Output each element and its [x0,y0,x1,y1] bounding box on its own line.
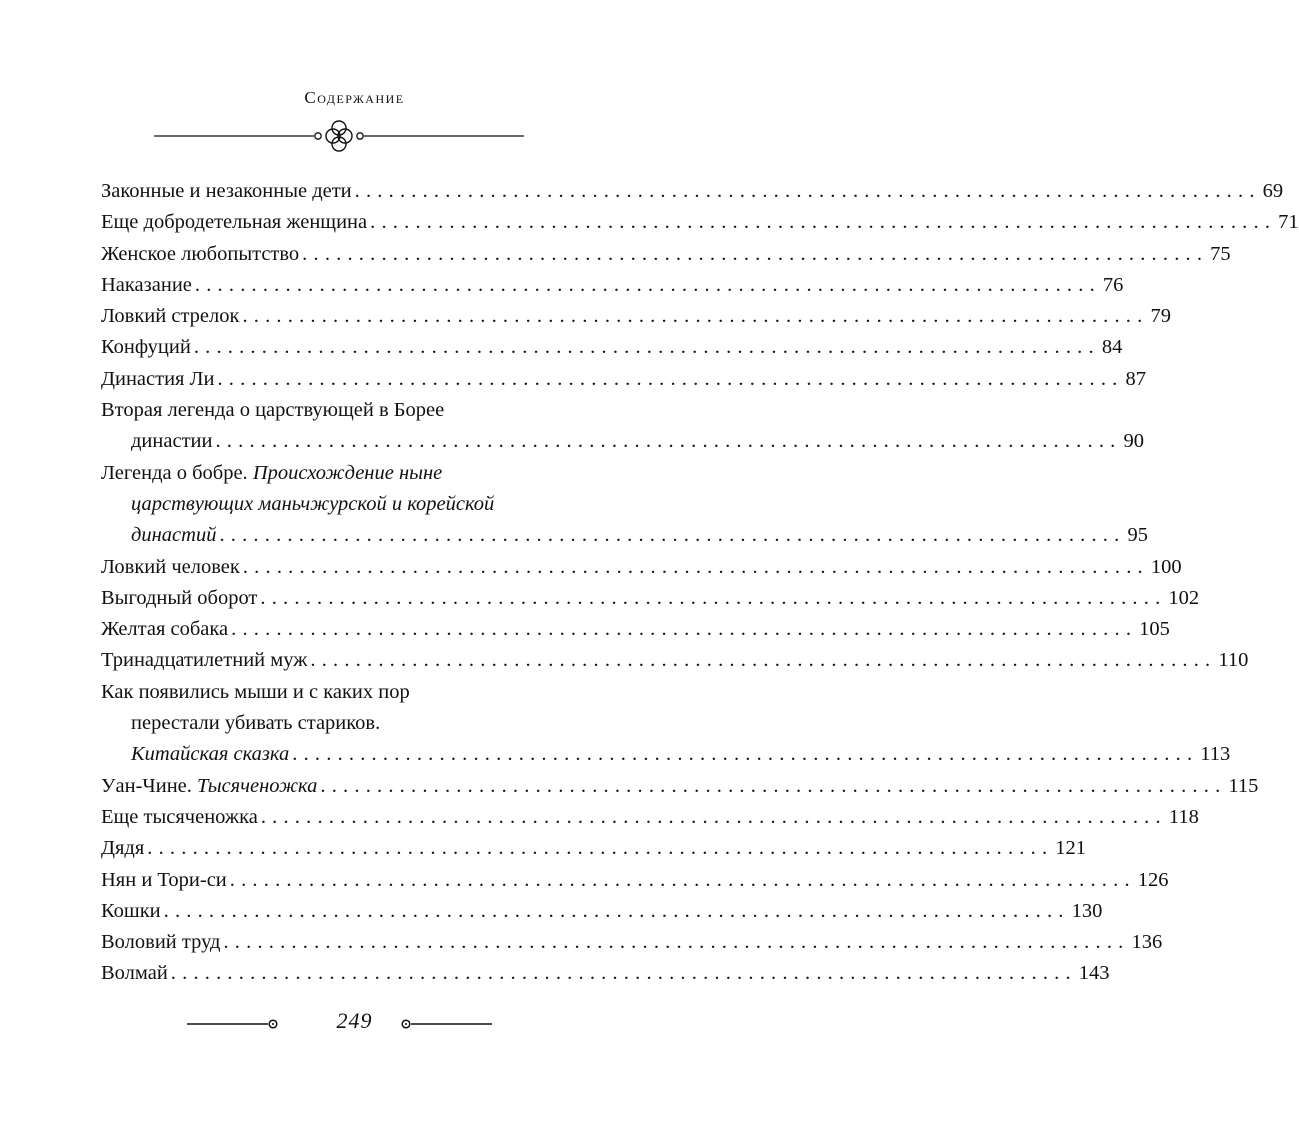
toc-entry-leader-line [101,958,1110,989]
toc-entry-title-regular: Конфуций [101,336,191,359]
toc-entry-leader-line [101,896,1103,927]
dot-leader: ................................................................................ [260,805,1167,828]
toc-entry-leader-line [101,301,1171,332]
toc-entry-title [101,958,171,989]
toc-entry-title [101,332,194,363]
dot-leader: ................................................................................ [292,743,1199,766]
toc-entry [101,207,1299,238]
toc-entry [101,301,1171,332]
dot-leader: ................................................................................ [170,962,1077,985]
toc-entry [101,364,1146,395]
toc-entry [101,771,1259,802]
dot-leader: ................................................................................ [231,618,1138,641]
toc-entry-leader-line [101,927,1163,958]
toc-entry-title [101,176,355,207]
toc-entry-title [131,520,219,551]
toc-entry [101,645,1249,676]
dot-leader: ................................................................................ [215,430,1122,453]
toc-entry [101,833,1087,864]
toc-entry-title [101,207,370,238]
toc-entry-leader-line [101,583,1200,614]
toc-entry-leader-line [101,207,1299,238]
toc-entry-leader-line [101,426,1144,457]
toc-entry-title [101,583,260,614]
toc-entry-title-regular: Уан-Чине. [101,774,198,797]
toc-entry-page-number: 100 [1150,555,1182,578]
page-footer [0,1004,709,1044]
toc-entry-leader-line [101,270,1124,301]
toc-entry-leader-line [101,865,1169,896]
toc-entry-title-italic: Китайская сказка [131,743,290,766]
toc-entry-line [101,395,575,426]
toc-entry-title [101,552,243,583]
toc-entry-title-regular: Нян и Тори-си [101,868,227,891]
toc-entry [101,176,1284,207]
toc-entry-page-number: 115 [1228,774,1259,797]
toc-entry-leader-line [101,739,1231,770]
toc-entry-line [101,489,575,520]
dot-leader: ................................................................................ [194,273,1101,296]
toc-entry [101,239,1231,270]
toc-entry-leader-line [101,520,1148,551]
toc-entry-title [101,301,242,332]
toc-entry-title-regular: Ловкий стрелок [101,305,240,328]
toc-entry-title [131,426,215,457]
toc-entry-line [101,458,575,489]
toc-entry [101,865,1169,896]
toc-entry-title [101,364,217,395]
dot-leader: ................................................................................ [163,899,1070,922]
toc-entry-leader-line [101,614,1170,645]
toc-entry-page-number: 75 [1210,242,1231,265]
toc-entry-page-number: 71 [1278,211,1299,234]
toc-entry-title [101,833,147,864]
toc-entry-title [101,270,195,301]
toc-entry [101,458,1148,552]
toc-entry-leader-line [101,771,1259,802]
toc-entry-page-number: 118 [1168,805,1199,828]
toc-entry [101,958,1110,989]
toc-entry [101,896,1103,927]
dot-leader: ................................................................................ [354,180,1261,202]
toc-entry-title [131,739,292,770]
toc-entry-title-regular: Еще добродетельная женщина [101,211,368,234]
toc-entry-title-regular: Наказание [101,273,192,296]
dot-leader: ................................................................................ [219,524,1126,547]
toc-entry-title [101,645,310,676]
header-ornament-icon [154,118,524,154]
toc-entry-title-italic: Тысяченожка [197,774,318,797]
dot-leader: ................................................................................ [260,586,1167,609]
toc-entry [101,332,1123,363]
toc-entry-page-number: 143 [1078,962,1110,985]
toc-entry [101,927,1163,958]
running-header-title: Содержание [304,88,405,107]
toc-entry-page-number: 126 [1137,868,1169,891]
toc-entry-page-number: 79 [1150,305,1171,328]
toc-entry-subtitle-part: Происхождение ныне [252,461,443,484]
toc-entry-line [101,677,575,708]
toc-entry-title-part: Легенда о бобре. [101,461,253,484]
toc-entry-page-number: 76 [1102,273,1124,296]
toc-entry-title [101,771,320,802]
dot-leader: ................................................................................ [229,868,1136,891]
toc-entry [101,395,1144,458]
toc-entry-page-number: 84 [1101,336,1123,359]
toc-entry-title-regular: Женское любопытство [101,242,300,265]
toc-entry-title-regular: династии [131,430,213,453]
toc-entry-title-regular: Еще тысяченожка [101,805,258,828]
dot-leader: ................................................................................ [320,774,1227,797]
toc-entry-leader-line [101,364,1146,395]
toc-entry-leader-line [101,552,1182,583]
toc-entry [101,614,1170,645]
dot-leader: ................................................................................ [217,367,1124,390]
toc-entry-title-regular: Ловкий человек [101,555,240,578]
dot-leader: ................................................................................ [370,211,1277,234]
page-number: 249 [336,1008,373,1033]
table-of-contents [101,176,1299,990]
toc-entry-title-italic: династий [131,524,217,547]
toc-entry-leader-line [101,332,1123,363]
dot-leader: ................................................................................ [242,555,1149,578]
dot-leader: ................................................................................ [193,336,1100,359]
toc-entry-page-number: 69 [1262,180,1284,202]
toc-entry [101,270,1124,301]
toc-entry-page-number: 90 [1123,430,1144,453]
toc-entry-title-regular: Законные и незаконные дети [101,180,352,202]
toc-entry-leader-line [101,176,1284,207]
toc-entry-title [101,802,261,833]
toc-entry-leader-line [101,239,1231,270]
toc-entry-title-regular: Династия Ли [101,367,215,390]
toc-entry-title-regular: Тринадцатилетний муж [101,649,308,672]
toc-entry-title-part: Как появились мыши и с каких пор [101,680,410,703]
toc-entry-title-part: Вторая легенда о царствующей в Борее [101,399,445,422]
toc-entry-page-number: 102 [1168,586,1200,609]
toc-entry-title [101,614,231,645]
toc-entry [101,677,1231,771]
dot-leader: ................................................................................ [310,649,1217,672]
toc-entry-page-number: 95 [1127,524,1148,547]
toc-entry-title-regular: Желтая собака [101,618,229,641]
dot-leader: ................................................................................ [147,837,1054,860]
toc-entry-title [101,865,230,896]
toc-entry-leader-line [101,802,1199,833]
dot-leader: ................................................................................ [242,305,1149,328]
toc-entry [101,552,1182,583]
toc-entry [101,583,1200,614]
toc-entry-page-number: 136 [1131,931,1163,954]
toc-entry-page-number: 87 [1125,367,1146,390]
toc-entry-title-regular: Кошки [101,899,161,922]
toc-entry-title-regular: Выгодный оборот [101,586,258,609]
toc-entry-title [101,239,302,270]
toc-entry-leader-line [101,833,1087,864]
toc-entry-leader-line [101,645,1249,676]
toc-entry-page-number: 121 [1055,837,1087,860]
toc-entry-title-regular: Дядя [101,837,145,860]
toc-entry [101,802,1199,833]
toc-entry-page-number: 113 [1200,743,1231,766]
toc-entry-title-regular: Волмай [101,962,168,985]
dot-leader: ................................................................................ [223,931,1130,954]
toc-entry-page-number: 105 [1139,618,1170,641]
dot-leader: ................................................................................ [302,242,1209,265]
toc-entry-line [101,708,575,739]
toc-entry-title-part: перестали убивать стариков. [131,712,381,735]
toc-entry-title [101,896,164,927]
toc-entry-title [101,927,223,958]
toc-entry-page-number: 110 [1218,649,1249,672]
toc-entry-title-regular: Воловий труд [101,931,221,954]
toc-entry-page-number: 130 [1071,899,1103,922]
toc-entry-title-part: царствующих маньчжурской и корейской [131,492,495,515]
